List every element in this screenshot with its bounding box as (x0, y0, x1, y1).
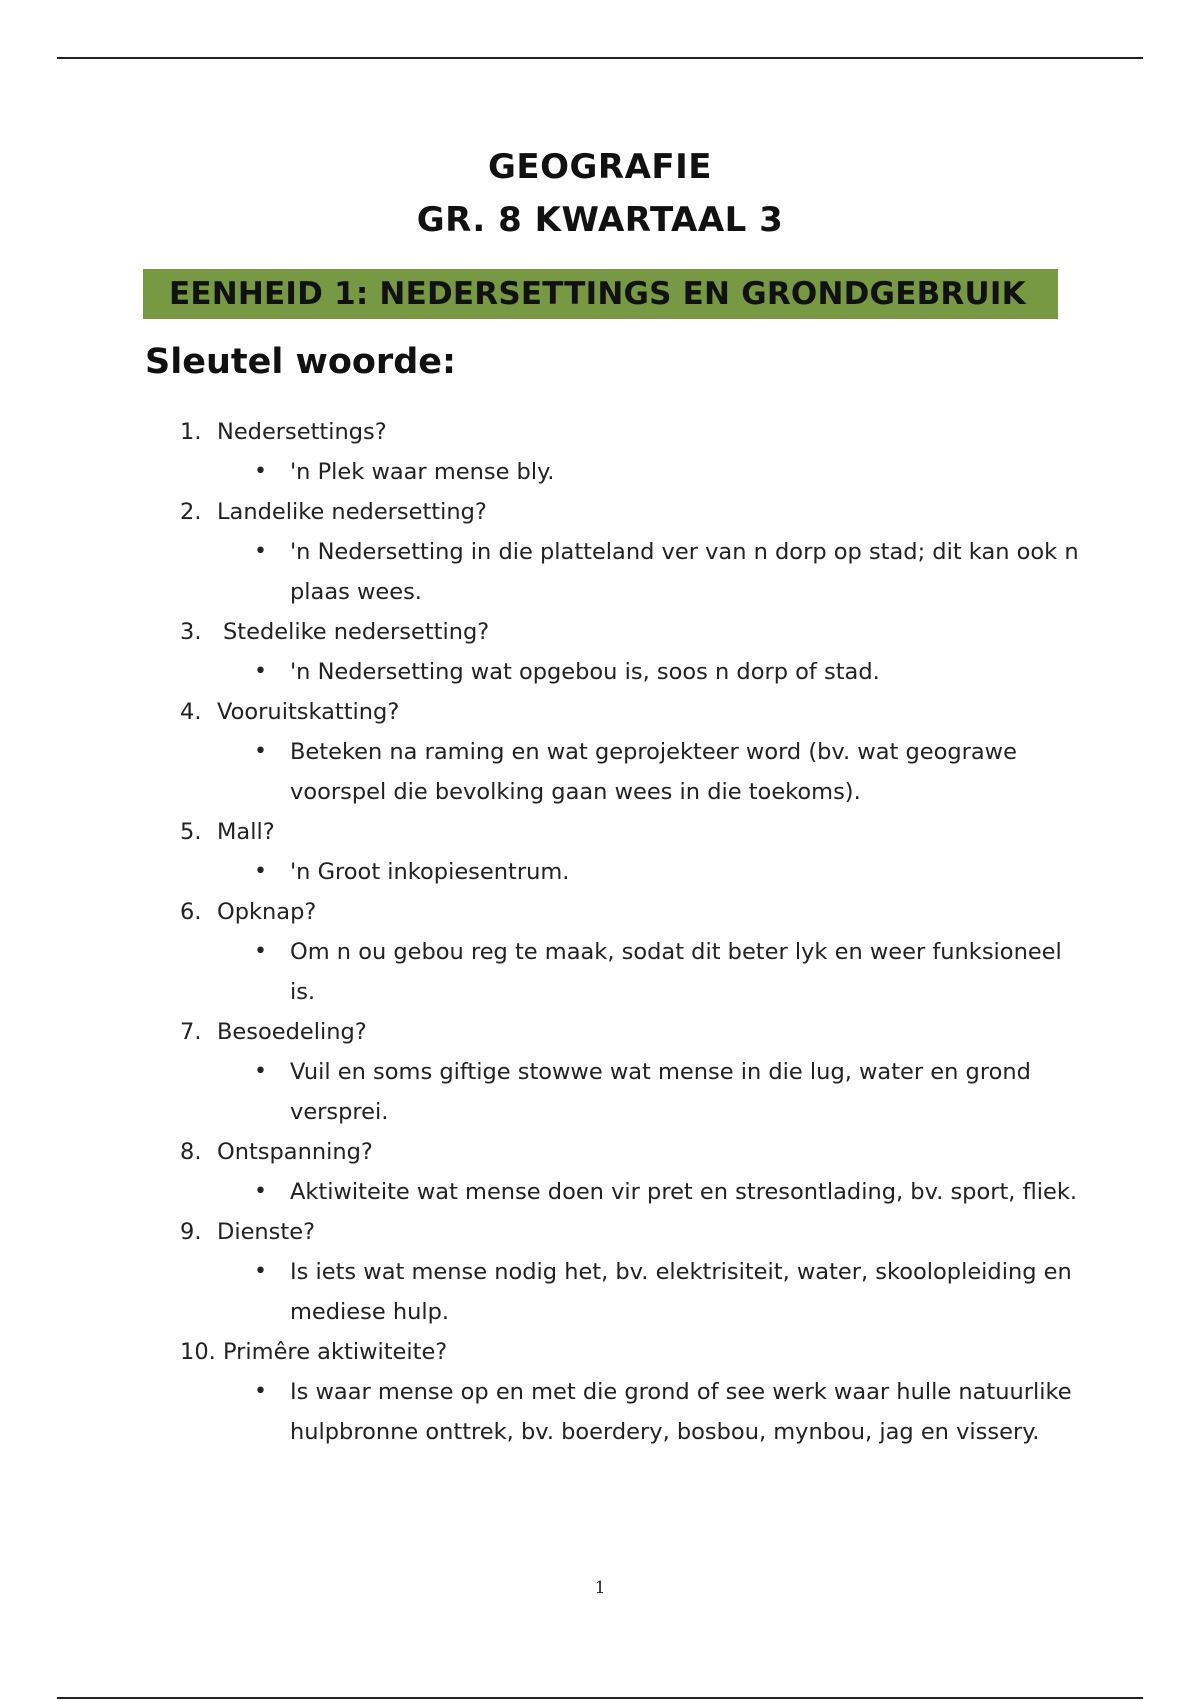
keyword-term-row (0, 492, 1200, 532)
item-number: 2. (180, 499, 202, 525)
keyword-definition-row (254, 532, 1080, 612)
item-number: 6. (180, 899, 202, 925)
keyword-definition-row (254, 1372, 1080, 1452)
section-heading: Sleutel woorde: (145, 342, 456, 382)
top-rule (57, 57, 1143, 59)
list-item (0, 412, 1200, 492)
bottom-rule (57, 1697, 1143, 1699)
item-number: 7. (180, 1019, 202, 1045)
keyword-definition-row (254, 1172, 1080, 1212)
bullet-icon: • (254, 939, 267, 964)
item-number: 5. (180, 819, 202, 845)
keyword-term-row (0, 612, 1200, 652)
bullet-icon: • (254, 1259, 267, 1284)
keyword-term: Stedelike nedersetting? (223, 619, 490, 645)
keyword-term-row (0, 1332, 1200, 1372)
bullet-icon: • (254, 739, 267, 764)
keyword-term: Vooruitskatting? (217, 699, 400, 725)
bullet-icon: • (254, 1379, 267, 1404)
keyword-term: Primêre aktiwiteite? (223, 1339, 448, 1365)
keyword-term: Opknap? (217, 899, 317, 925)
keyword-definition-row (254, 852, 1080, 892)
keyword-definition: Beteken na raming en wat geprojekteer word (bv. wat geograwe voorspel die bevolking gaan wees in die toekoms). (290, 739, 1017, 805)
keyword-term-row (0, 1132, 1200, 1172)
list-item (0, 812, 1200, 892)
keyword-term-row (0, 812, 1200, 852)
keyword-definition-row (254, 1052, 1080, 1132)
item-number: 4. (180, 699, 202, 725)
keyword-term-row (0, 1012, 1200, 1052)
list-item (0, 1332, 1200, 1452)
keyword-definition-row (254, 1252, 1080, 1332)
list-item (0, 492, 1200, 612)
bullet-icon: • (254, 659, 267, 684)
list-item (0, 1212, 1200, 1332)
keyword-term-row (0, 1212, 1200, 1252)
keyword-definition-row (254, 732, 1080, 812)
keyword-definition-row (254, 932, 1080, 1012)
item-number: 9. (180, 1219, 202, 1245)
keyword-definition: Vuil en soms giftige stowwe wat mense in die lug, water en grond versprei. (290, 1059, 1031, 1125)
keyword-definition: Om n ou gebou reg te maak, sodat dit beter lyk en weer funksioneel is. (290, 939, 1062, 1005)
keyword-term: Mall? (217, 819, 275, 845)
item-number: 8. (180, 1139, 202, 1165)
keyword-list (0, 412, 1200, 1452)
keyword-definition: 'n Plek waar mense bly. (290, 459, 555, 485)
keyword-term-row (0, 412, 1200, 452)
keyword-definition: 'n Groot inkopiesentrum. (290, 859, 570, 885)
keyword-term: Dienste? (217, 1219, 316, 1245)
list-item (0, 1012, 1200, 1132)
keyword-term: Ontspanning? (217, 1139, 373, 1165)
bullet-icon: • (254, 1179, 267, 1204)
keyword-term-row (0, 692, 1200, 732)
keyword-term: Landelike nedersetting? (217, 499, 487, 525)
list-item (0, 892, 1200, 1012)
bullet-icon: • (254, 459, 267, 484)
keyword-term: Besoedeling? (217, 1019, 367, 1045)
keyword-definition: 'n Nedersetting wat opgebou is, soos n dorp of stad. (290, 659, 880, 685)
list-item (0, 1132, 1200, 1212)
keyword-definition: Is waar mense op en met die grond of see werk waar hulle natuurlike hulpbronne onttrek, bv. boerdery, bosbou, mynbou, jag en vissery. (290, 1379, 1072, 1445)
page-number: 1 (594, 1578, 606, 1598)
bullet-icon: • (254, 1059, 267, 1084)
keyword-definition-row (254, 652, 1080, 692)
list-item (0, 692, 1200, 812)
unit-title: EENHEID 1: NEDERSETTINGS EN GRONDGEBRUIK (169, 276, 1026, 312)
list-item (0, 612, 1200, 692)
subject-title: GEOGRAFIE (487, 147, 713, 187)
keyword-term-row (0, 892, 1200, 932)
keyword-term: Nedersettings? (217, 419, 387, 445)
item-number: 1. (180, 419, 202, 445)
keyword-definition: Aktiwiteite wat mense doen vir pret en stresontlading, bv. sport, fliek. (290, 1179, 1078, 1205)
keyword-definition: Is iets wat mense nodig het, bv. elektrisiteit, water, skoolopleiding en mediese hulp. (290, 1259, 1072, 1325)
item-number: 3. (180, 619, 202, 645)
grade-term-title: GR. 8 KWARTAAL 3 (416, 200, 784, 240)
keyword-definition: 'n Nedersetting in die platteland ver van n dorp op stad; dit kan ook n plaas wees. (290, 539, 1079, 605)
bullet-icon: • (254, 859, 267, 884)
item-number: 10. (180, 1339, 216, 1365)
bullet-icon: • (254, 539, 267, 564)
keyword-definition-row (254, 452, 1080, 492)
unit-banner (143, 269, 1058, 319)
